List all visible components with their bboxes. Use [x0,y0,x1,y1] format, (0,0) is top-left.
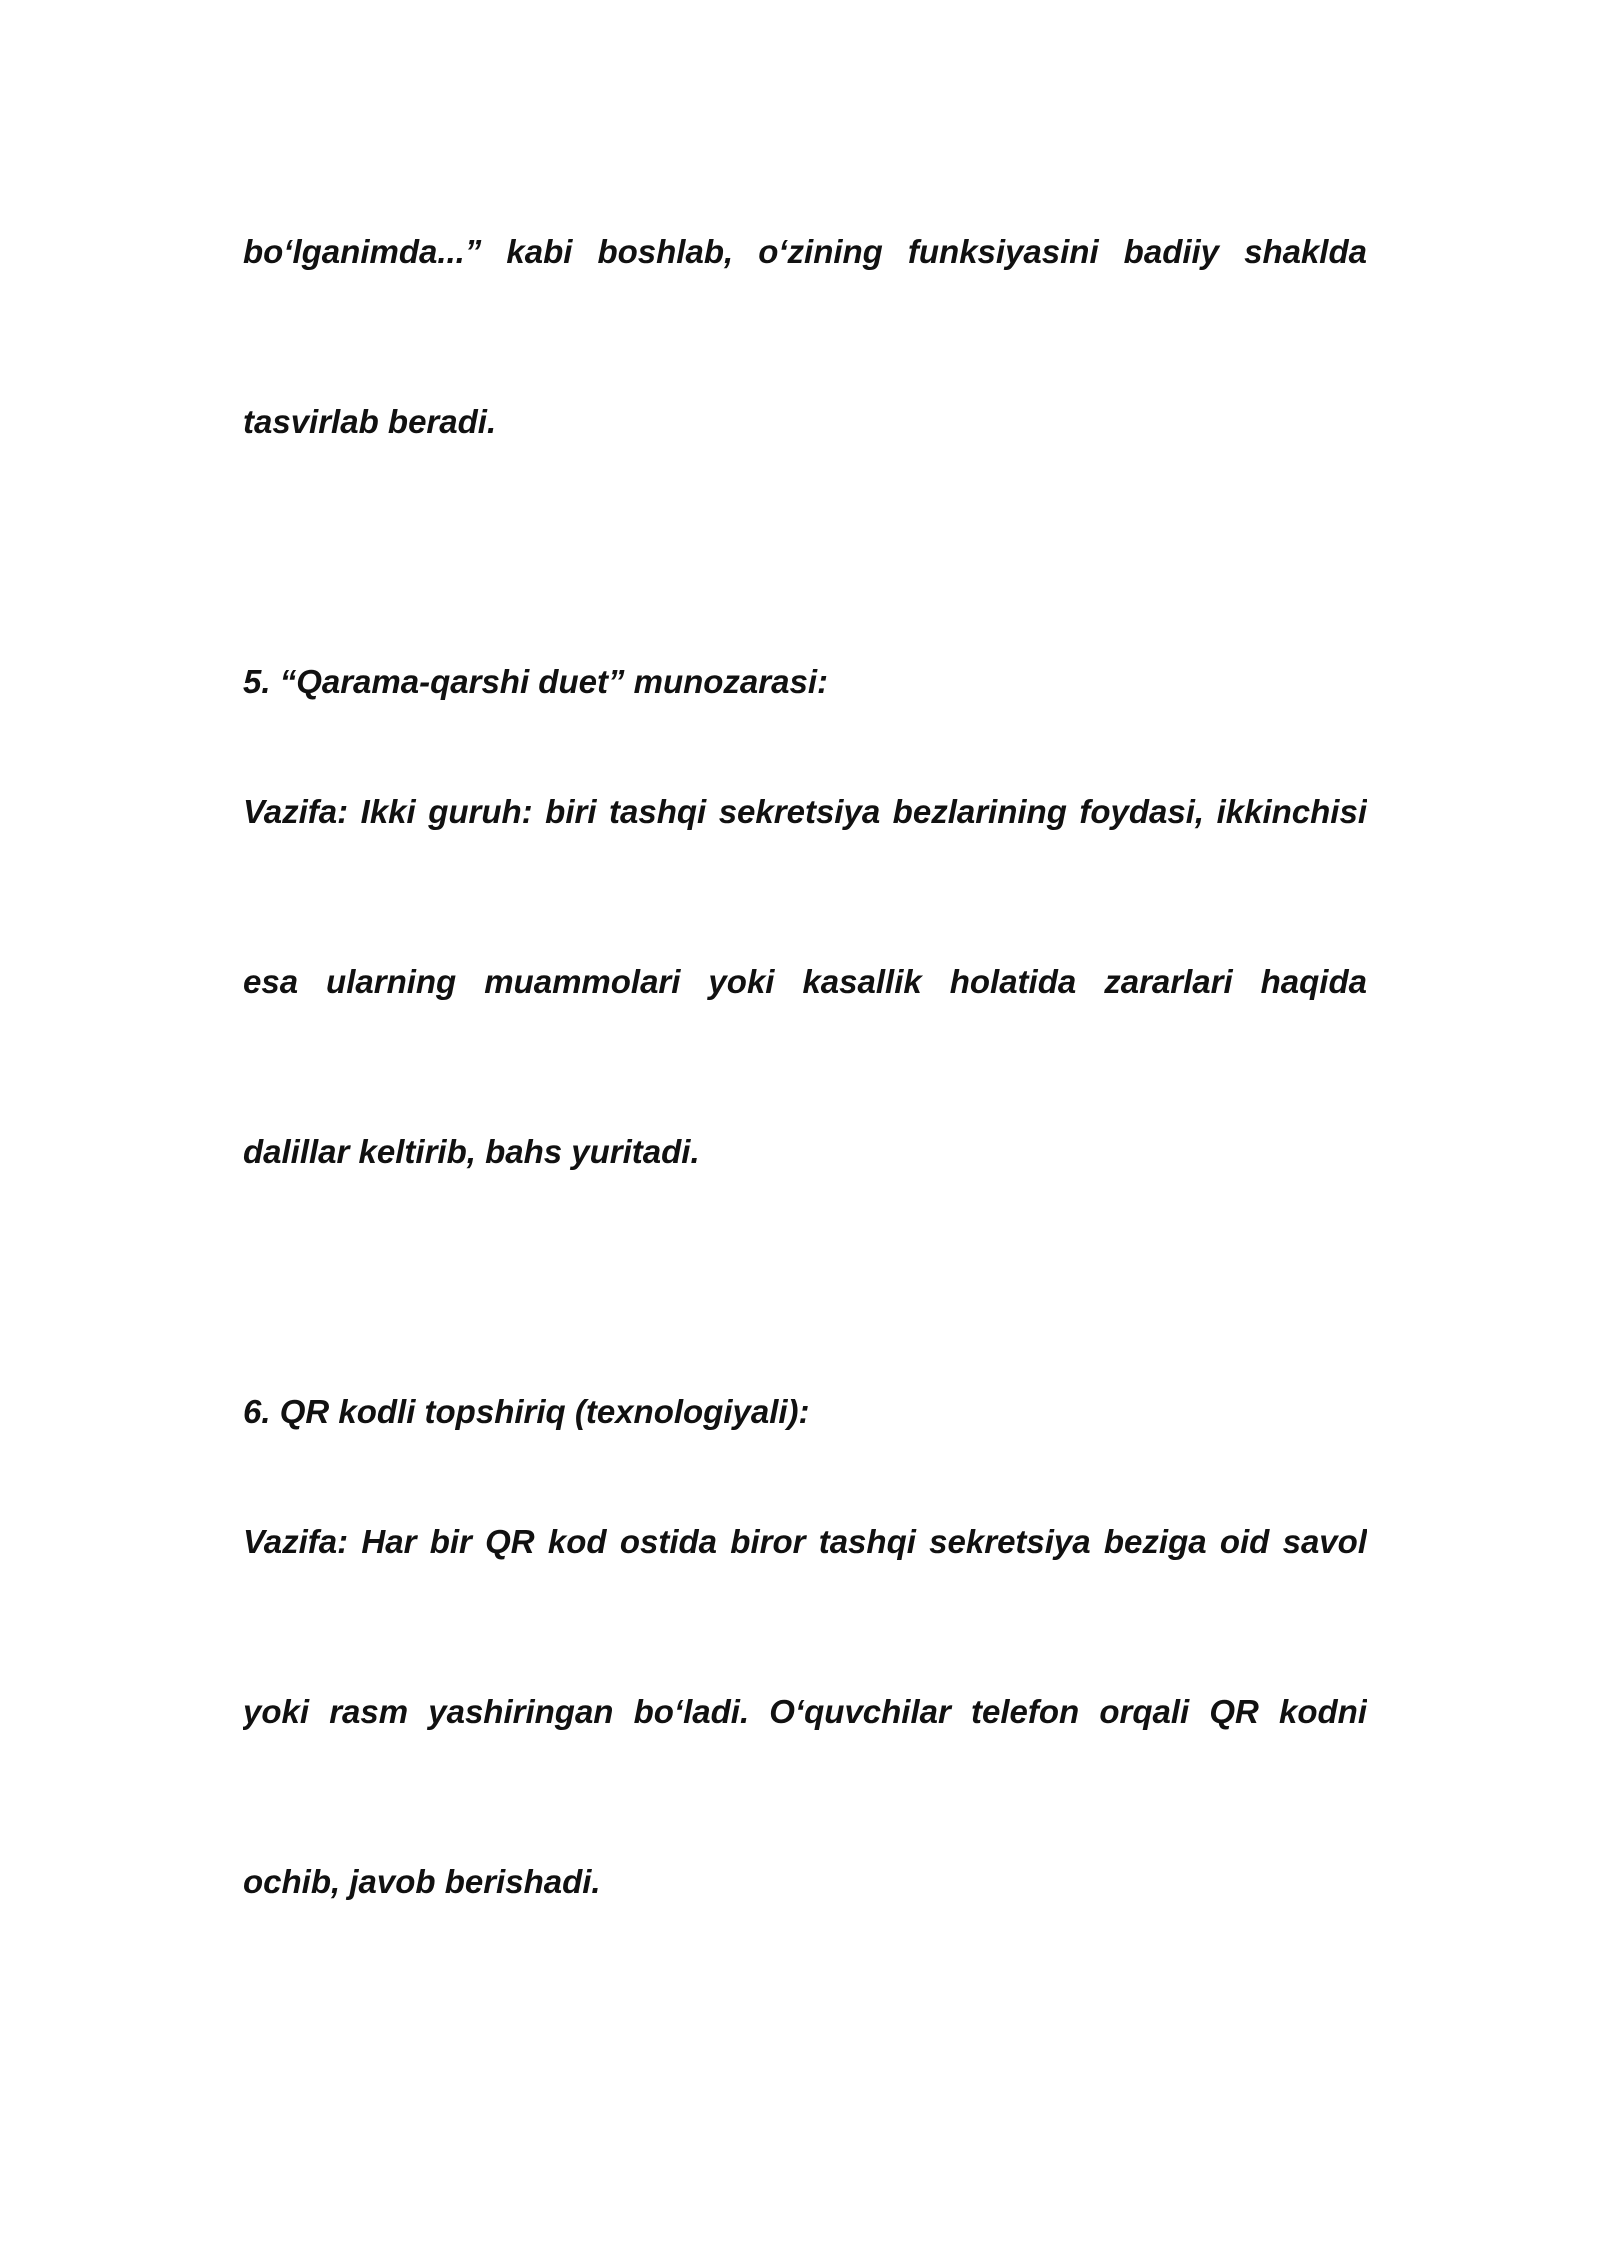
section-5-task-line: dalillar keltirib, bahs yuritadi. [243,1133,700,1170]
section-5-task-line: Vazifa: Ikki guruh: biri tashqi sekretsiya bezlarining foydasi, ikkinchisi [243,793,1367,830]
paragraph-line: bo‘lganimda...” kabi boshlab, o‘zining funksiyasini badiiy shaklda [243,233,1367,270]
section-6-task-line: Vazifa: Har bir QR kod ostida biror tashqi sekretsiya beziga oid savol [243,1523,1367,1560]
section-5-heading: 5. “Qarama-qarshi duet” munozarasi: [243,663,828,700]
paragraph-line: tasvirlab beradi. [243,403,497,440]
section-6-task-line: ochib, javob berishadi. [243,1863,601,1900]
section-5-task-line: esa ularning muammolari yoki kasallik holatida zararlari haqida [243,963,1367,1000]
section-6-heading: 6. QR kodli topshiriq (texnologiyali): [243,1393,810,1430]
section-6-task-line: yoki rasm yashiringan bo‘ladi. O‘quvchilar telefon orqali QR kodni [243,1693,1367,1730]
